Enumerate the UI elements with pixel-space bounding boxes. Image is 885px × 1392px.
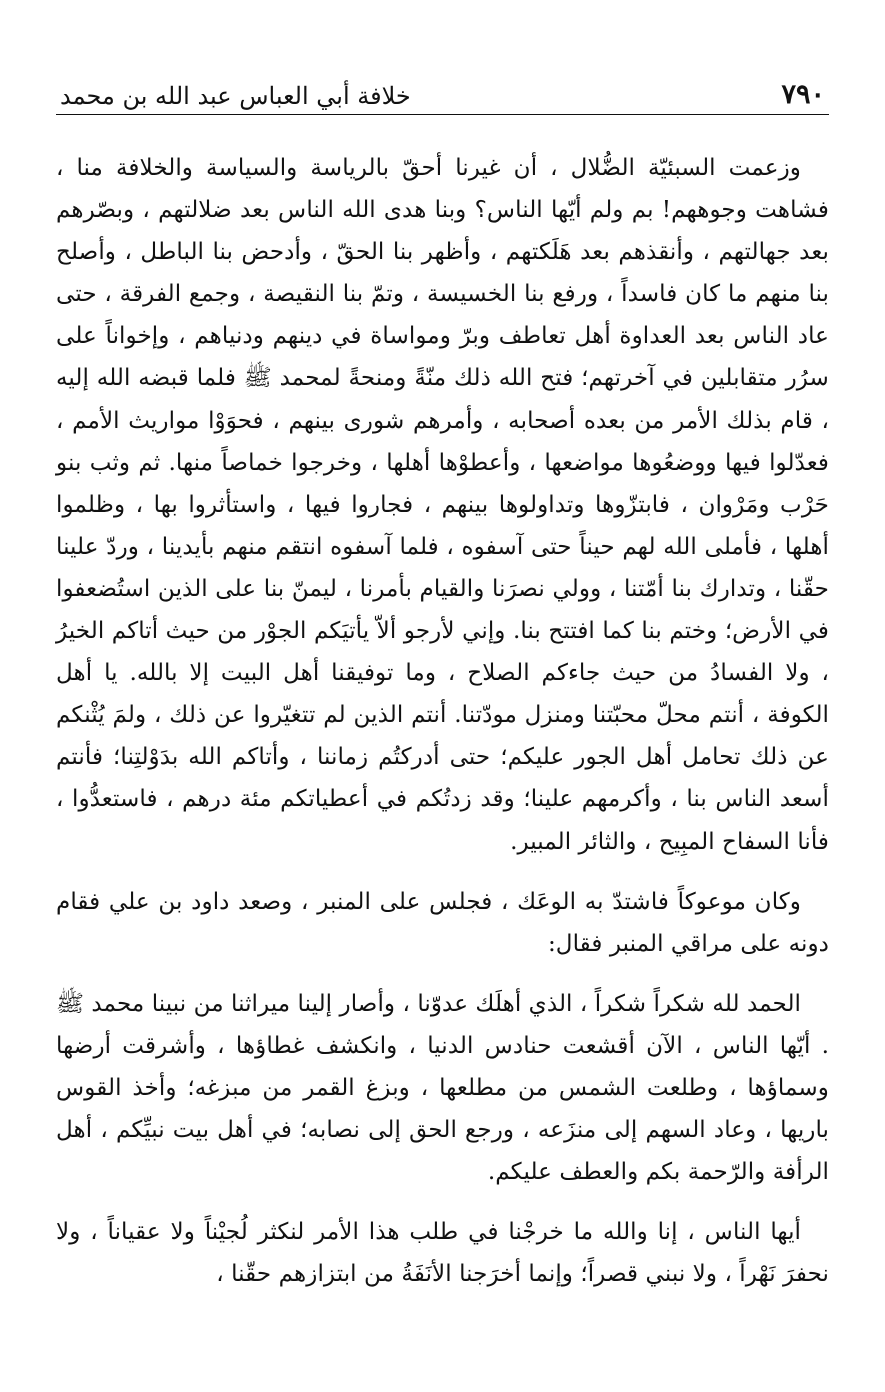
page-body — [56, 147, 829, 1295]
paragraph-4: أيها الناس ، إنا والله ما خرجْنا في طلب هذا الأمر لنكثر لُجيْناً ولا عقياناً ، ولا نحفرَ نَهْراً ، ولا نبني قصراً؛ وإنما أخرَجنا الأنَفَةُ من ابتزازهم حقّنا ، — [56, 1218, 829, 1288]
running-title: خلافة أبي العباس عبد الله بن محمد — [60, 82, 411, 110]
page-header — [56, 70, 829, 115]
paragraph-3: الحمد لله شكراً شكراً ، الذي أهلَك عدوّنا ، وأصار إلينا ميراثنا من نبينا محمد ﷺ . أيّها الناس ، الآن أقشعت حنادس الدنيا ، وانكشف غطاؤها ، وأشرقت أرضها وسماؤها ، وطلعت الشمس من مطلعها ، وبزغ القمر من مبزغه؛ وأخذ القوس باريها ، وعاد السهم إلى منزَعه ، ورجع الحق إلى نصابه؛ في أهل بيت نبيِّكم ، أهل الرأفة والرّحمة بكم والعطف عليكم. — [55, 989, 829, 1186]
paragraph-2: وكان موعوكاً فاشتدّ به الوعَك ، فجلس على المنبر ، وصعد داود بن علي فقام دونه على مراقي المنبر فقال: — [56, 887, 829, 957]
page-number: ٧٩٠ — [781, 79, 825, 110]
paragraph-1: وزعمت السبئيّة الضُّلال ، أن غيرنا أحقّ بالرياسة والسياسة والخلافة منا ، فشاهت وجوههم! بم ولم أيّها الناس؟ وبنا هدى الله الناس بعد ضلالتهم ، وبصّرهم بعد جهالتهم ، وأنقذهم بعد هَلَكتهم ، وأظهر بنا الحقّ ، وأدحض بنا الباطل ، وأصلح بنا منهم ما كان فاسداً ، ورفع بنا الخسيسة ، وتمّ بنا النقيصة ، وجمع الفرقة ، حتى عاد الناس بعد العداوة أهل تعاطف وبرّ ومواساة في دينهم ودنياهم ، وإخواناً على سرُر متقابلين في آخرتهم؛ فتح الله ذلك منّةً ومنحةً لمحمد ﷺ فلما قبضه الله إليه ، قام بذلك الأمر من بعده أصحابه ، وأمرهم شورى بينهم ، فحوَوْا مواريث الأمم ، فعدّلوا فيها ووضعُوها مواضعها ، وأعطوْها أهلها ، وخرجوا خماصاً منها. ثم وثب بنو حَرْب ومَرْوان ، فابتزّوها وتداولوها بينهم ، فجاروا فيها ، واستأثروا بها ، وظلموا أهلها ، فأملى الله لهم حيناً حتى آسفوه ، فلما آسفوه انتقم منهم بأيدينا ، وردّ علينا حقّنا ، وتدارك بنا أمّتنا ، وولي نصرَنا والقيام بأمرنا ، ليمنّ بنا على الذين استُضعفوا في الأرض؛ وختم بنا كما افتتح بنا. وإني لأرجو ألاّ يأتيَكم الجوْر من حيث أتاكم الخيرُ ، ولا الفسادُ من حيث جاءكم الصلاح ، وما توفيقنا أهل البيت إلا بالله. يا أهل الكوفة ، أنتم محلّ محبّتنا ومنزل مودّتنا. أنتم الذين لم تتغيّروا عن ذلك ، ولمَ يُثْنكم عن ذلك تحامل أهل الجور عليكم؛ حتى أدركتُم زماننا ، وأتاكم الله بدَوْلتِنا؛ فأنتم أسعد الناس بنا ، وأكرمهم علينا؛ وقد زدتُكم في أعطياتكم مئة درهم ، فاستعدُّوا ، فأنا السفاح المبِيح ، والثائر المبير. — [56, 154, 829, 855]
